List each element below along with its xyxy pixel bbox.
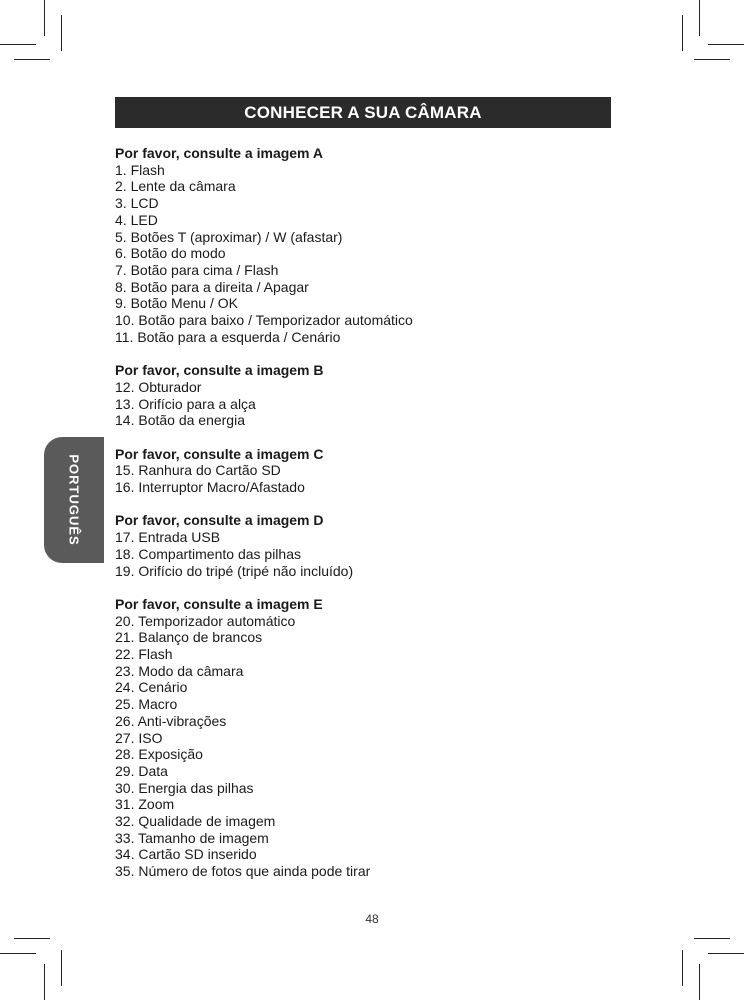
page-title: CONHECER A SUA CÂMARA xyxy=(244,102,482,122)
language-tab-label: PORTUGUÊS xyxy=(66,454,82,546)
list-item: 19. Orifício do tripé (tripé não incluído) xyxy=(115,562,354,579)
crop-mark xyxy=(699,0,700,36)
list-item: 34. Cartão SD inserido xyxy=(115,846,257,863)
section-title-bar xyxy=(115,97,611,128)
list-item: 17. Entrada USB xyxy=(115,529,221,546)
crop-mark xyxy=(708,44,744,45)
list-item: 8. Botão para a direita / Apagar xyxy=(115,278,309,295)
list-item: 30. Energia das pilhas xyxy=(115,779,254,796)
list-item: 3. LCD xyxy=(115,195,159,212)
list-item: 9. Botão Menu / OK xyxy=(115,295,238,312)
list-item: 20. Temporizador automático xyxy=(115,612,296,629)
list-item: 29. Data xyxy=(115,762,168,779)
crop-mark xyxy=(14,938,50,939)
crop-mark xyxy=(44,0,45,36)
list-item: 5. Botões T (aproximar) / W (afastar) xyxy=(115,228,343,245)
page-number: 48 xyxy=(365,912,379,926)
crop-mark xyxy=(699,964,700,1000)
crop-mark xyxy=(694,59,730,60)
crop-mark xyxy=(61,950,62,986)
list-item: 24. Cenário xyxy=(115,679,188,696)
list-item: 6. Botão do modo xyxy=(115,245,226,262)
section-spacer xyxy=(115,429,675,446)
list-item: 13. Orifício para a alça xyxy=(115,395,256,412)
section-heading: Por favor, consulte a imagem A xyxy=(115,145,323,161)
list-item: 26. Anti-vibrações xyxy=(115,712,227,729)
list-item: 7. Botão para cima / Flash xyxy=(115,261,279,278)
list-item: 22. Flash xyxy=(115,646,173,663)
list-item: 4. LED xyxy=(115,211,158,228)
list-item: 1. Flash xyxy=(115,161,165,178)
section-spacer xyxy=(115,496,675,513)
crop-mark xyxy=(682,15,683,51)
crop-mark xyxy=(682,950,683,986)
list-item: 10. Botão para baixo / Temporizador automático xyxy=(115,312,413,329)
crop-mark xyxy=(14,59,50,60)
language-tab xyxy=(44,437,104,563)
section-heading: Por favor, consulte a imagem B xyxy=(115,362,324,379)
list-item: 28. Exposição xyxy=(115,746,203,763)
list-item: 18. Compartimento das pilhas xyxy=(115,545,301,562)
list-item: 27. ISO xyxy=(115,729,163,746)
list-item: 16. Interruptor Macro/Afastado xyxy=(115,479,305,496)
crop-mark xyxy=(708,953,744,954)
list-item: 23. Modo da câmara xyxy=(115,662,244,679)
section-heading: Por favor, consulte a imagem C xyxy=(115,445,324,462)
section-spacer xyxy=(115,345,675,362)
list-item: 2. Lente da câmara xyxy=(115,178,236,195)
list-item: 21. Balanço de brancos xyxy=(115,629,263,646)
section-heading: Por favor, consulte a imagem D xyxy=(115,512,324,529)
list-item: 32. Qualidade de imagem xyxy=(115,813,276,830)
section-spacer xyxy=(115,579,675,596)
list-item: 33. Tamanho de imagem xyxy=(115,829,269,846)
list-item: 35. Número de fotos que ainda pode tirar xyxy=(115,863,371,880)
list-item: 14. Botão da energia xyxy=(115,412,245,429)
crop-mark xyxy=(0,44,36,45)
parts-list xyxy=(115,145,675,880)
list-item: 31. Zoom xyxy=(115,796,175,813)
list-item: 25. Macro xyxy=(115,696,178,713)
crop-mark xyxy=(694,938,730,939)
list-item: 11. Botão para a esquerda / Cenário xyxy=(115,328,341,345)
crop-mark xyxy=(44,964,45,1000)
list-item: 12. Obturador xyxy=(115,378,202,395)
section-heading: Por favor, consulte a imagem E xyxy=(115,595,323,612)
crop-mark xyxy=(0,953,36,954)
crop-mark xyxy=(61,15,62,51)
list-item: 15. Ranhura do Cartão SD xyxy=(115,462,281,479)
